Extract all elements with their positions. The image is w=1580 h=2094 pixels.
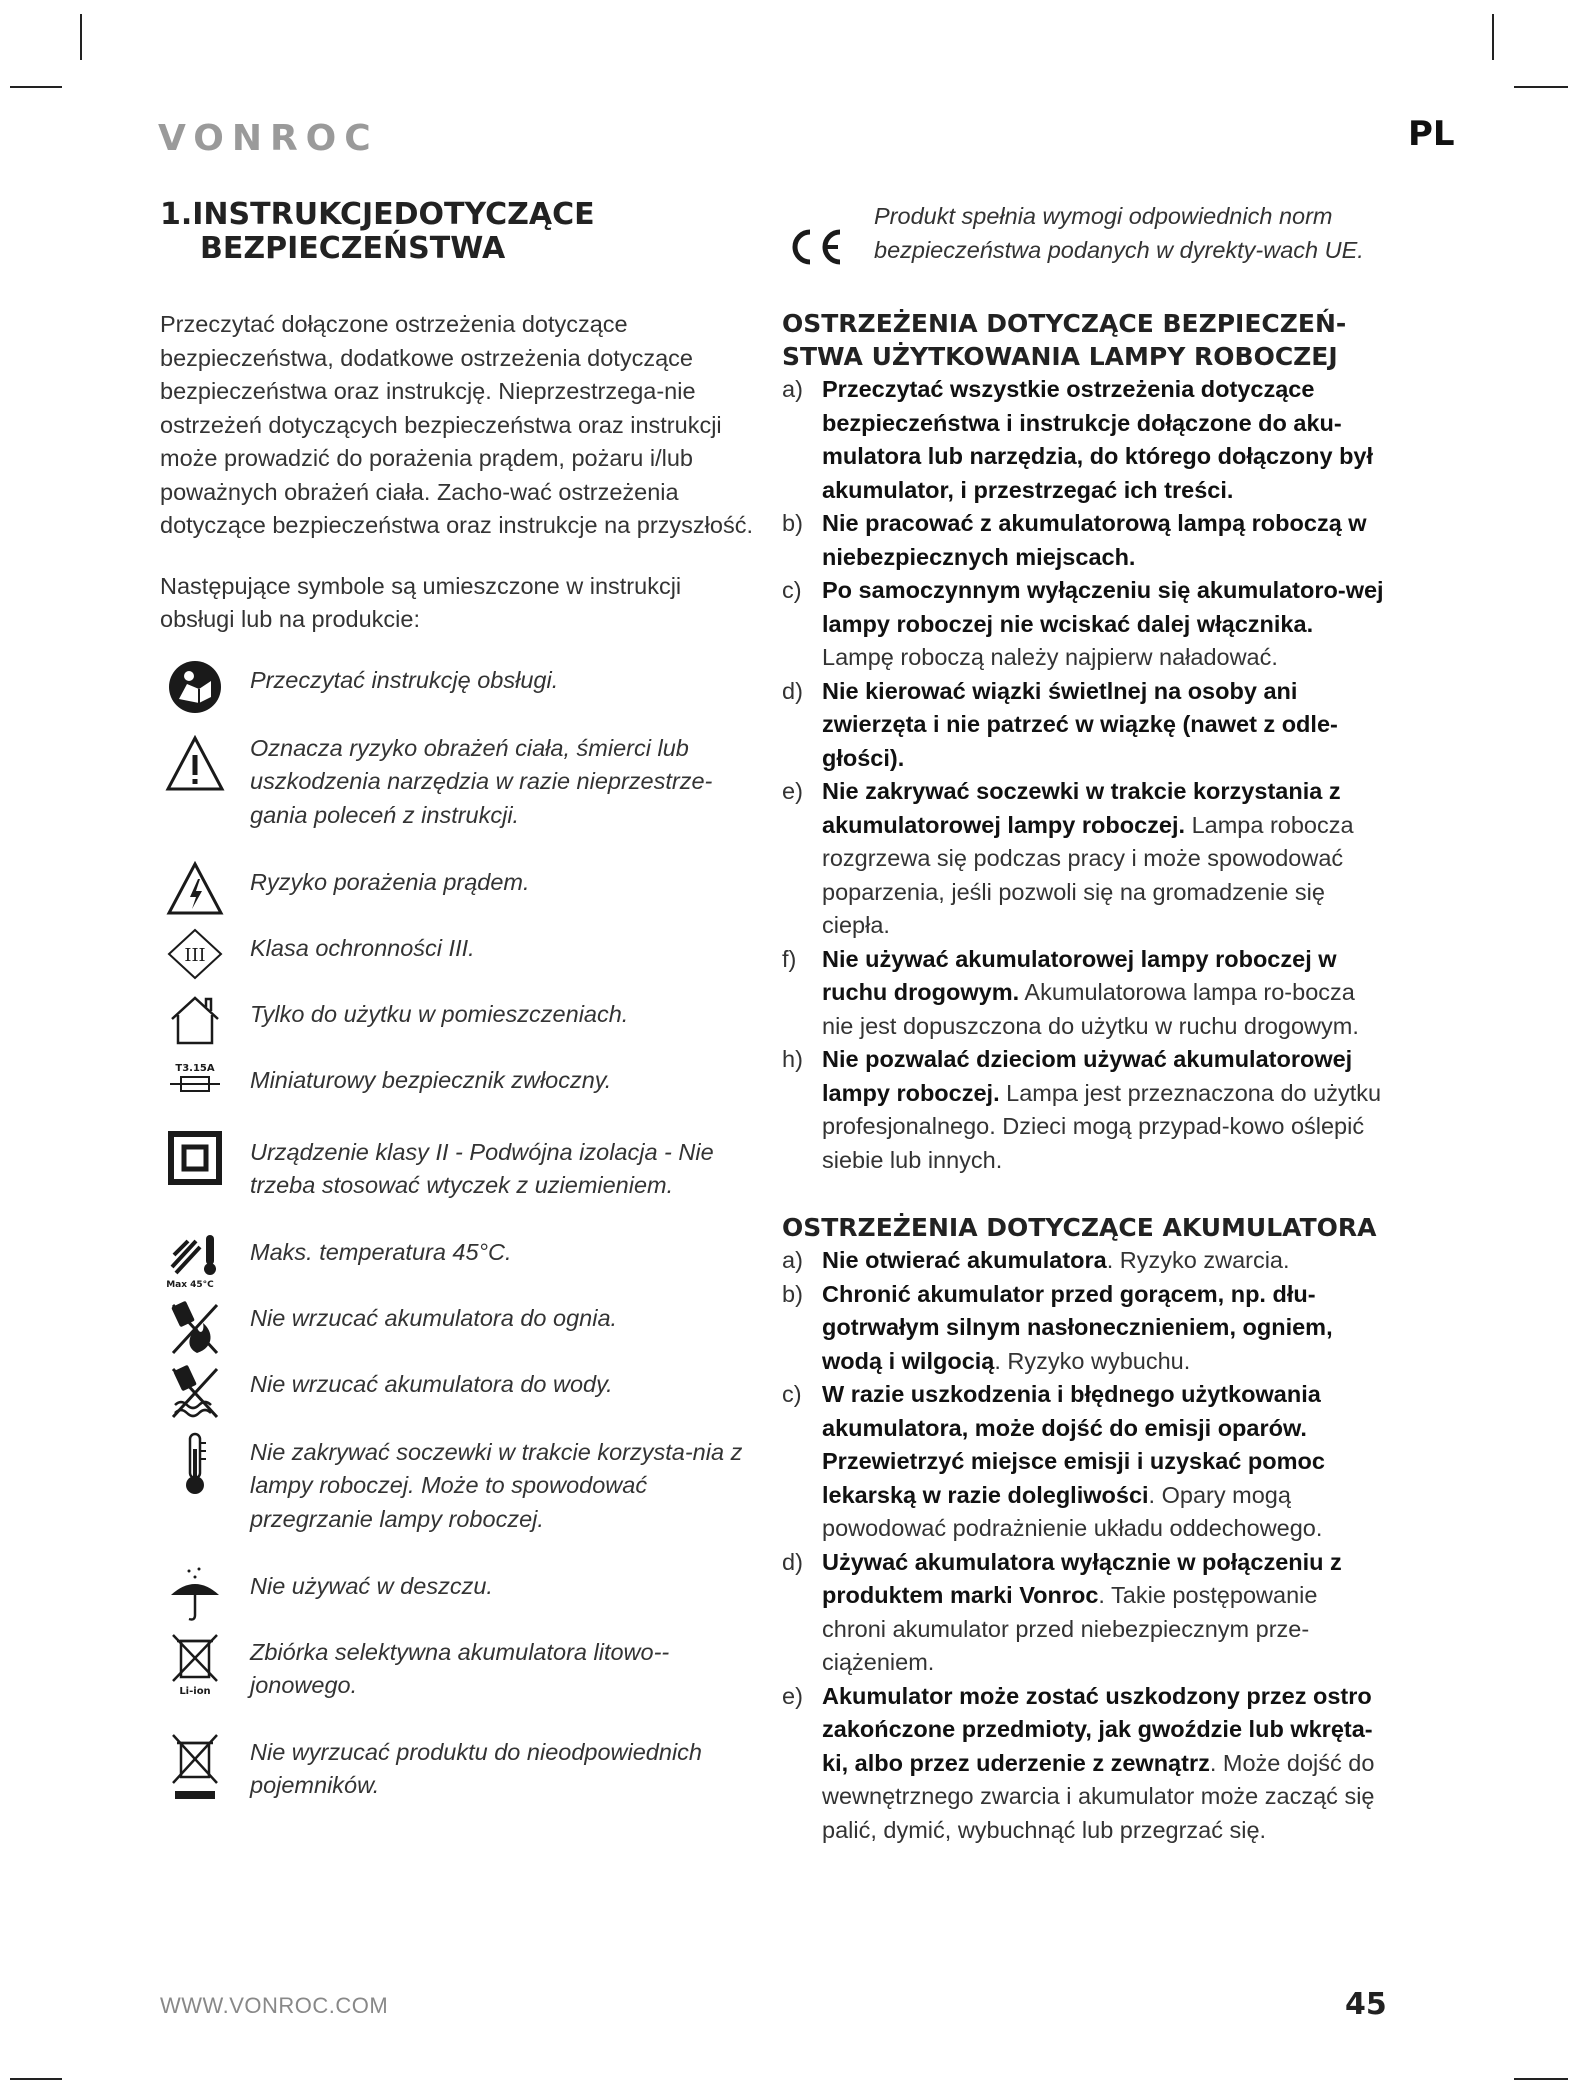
symbol-row (160, 861, 760, 927)
symbol-list (160, 659, 760, 1831)
ce-text: Produkt spełnia wymogi odpowiednich norm bezpieczeństwa podanych w dyrekty-wach UE. (874, 203, 1364, 263)
symbol-row (160, 1431, 760, 1565)
right-column (782, 200, 1387, 1847)
symbols-intro: Następujące symbole są umieszczone w instrukcji obsługi lub na produkcie: (160, 572, 682, 632)
symbol-text: Nie wyrzucać produktu do nieodpowiednich pojemników. (250, 1738, 702, 1798)
double-insulation-icon (168, 1131, 222, 1185)
crop-mark (80, 14, 82, 60)
symbol-text: Oznacza ryzyko obrażeń ciała, śmierci lub uszkodzenia narzędzia w razie nieprzestrze-gania poleceń z instrukcji. (250, 734, 713, 828)
lamp-heading-line2: STWA UŻYTKOWANIA LAMPY ROBOCZEJ (782, 342, 1338, 371)
symbol-row (160, 1363, 760, 1429)
symbol-row (160, 1059, 760, 1125)
crop-mark (1514, 86, 1568, 88)
brand-logo: VONROC (158, 118, 379, 159)
max-temperature-icon (166, 1231, 224, 1289)
symbol-text: Ryzyko porażenia prądem. (250, 868, 530, 895)
crop-mark (1514, 2078, 1568, 2080)
symbol-text: Maks. temperatura 45°C. (250, 1238, 512, 1265)
symbol-row (160, 1631, 760, 1731)
symbol-text: Zbiórka selektywna akumulatora litowo--jonowego. (250, 1638, 670, 1698)
svg-text:III: III (184, 944, 206, 966)
list-item: b) Chronić akumulator przed gorącem, np. dłu-gotrwałym silnym nasłonecznieniem, ogniem, wodą i wilgocią. Ryzyko wybuchu. (782, 1280, 1333, 1374)
symbol-text: Nie używać w deszczu. (250, 1572, 493, 1599)
symbol-text: Przeczytać instrukcję obsługi. (250, 666, 559, 693)
page-number: 45 (1345, 1987, 1387, 2022)
list-item: e) Nie zakrywać soczewki w trakcie korzystania z akumulatorowej lampy roboczej. Lampa robocza rozgrzewa się podczas pracy i może spowodować poparzenia, jeśli pozwoli się na gromadzenie się ciepła. (782, 778, 1354, 938)
ce-statement (782, 200, 1387, 271)
section-title (160, 198, 760, 266)
symbol-row (160, 1565, 760, 1631)
symbol-row (160, 659, 760, 723)
lamp-heading-line1: OSTRZEŻENIA DOTYCZĄCE BEZPIECZEŃ- (782, 309, 1347, 338)
list-item: a) Nie otwierać akumulatora. Ryzyko zwarcia. (782, 1247, 1290, 1273)
lamp-warning-list (782, 373, 1387, 1177)
indoor-use-icon (166, 993, 224, 1047)
list-item: b) Nie pracować z akumulatorową lampą roboczą w niebezpiecznych miejscach. (782, 510, 1367, 570)
protection-class-iii-icon (166, 927, 224, 981)
section-title-line2: BEZPIECZEŃSTWA (200, 231, 506, 266)
li-ion-label: Li-ion (179, 1685, 211, 1697)
list-item: e) Akumulator może zostać uszkodzony przez ostro zakończone przedmioty, jak gwoździe lub wkręta-ki, albo przez uderzenie z zewnątrz. Może dojść do wewnętrznego zwarcia i akumulator może zacząć się palić, dymić, wybuchnąć lub przegrzać się. (782, 1682, 1375, 1843)
symbol-text: Nie zakrywać soczewki w trakcie korzysta-nia z lampy roboczej. Może to spowodować przegrzanie lampy roboczej. (250, 1438, 743, 1532)
fuse-icon (166, 1059, 224, 1099)
warning-triangle-icon (165, 735, 225, 793)
crop-mark (1492, 14, 1494, 60)
symbol-row (160, 1731, 760, 1831)
footer-url[interactable]: WWW.VONROC.COM (160, 1993, 389, 2018)
list-item: d) Nie kierować wiązki świetlnej na osoby ani zwierzęta i nie patrzeć w wiązkę (nawet z odle-głości). (782, 677, 1338, 771)
symbol-row (160, 1297, 760, 1363)
symbol-row (160, 1231, 760, 1297)
symbol-text: Klasa ochronności III. (250, 934, 475, 961)
list-item: a) Przeczytać wszystkie ostrzeżenia dotyczące bezpieczeństwa i instrukcje dołączone do aku-mulatora lub narzędzia, do którego dołączony był akumulator, i przestrzegać ich treści. (782, 376, 1374, 503)
list-item: c) Po samoczynnym wyłączeniu się akumulatoro-wej lampy roboczej nie wciskać dalej włącznika. Lampę roboczą należy najpierw naładować. (782, 577, 1384, 670)
no-rain-icon (167, 1565, 223, 1623)
ce-mark-icon (782, 228, 844, 266)
symbol-text: Nie wrzucać akumulatora do wody. (250, 1370, 613, 1397)
crop-mark (10, 2078, 62, 2080)
symbol-text: Miniaturowy bezpiecznik zwłoczny. (250, 1066, 612, 1093)
no-water-icon (167, 1363, 223, 1421)
list-item: d) Używać akumulatora wyłącznie w połączeniu z produktem marki Vonroc. Takie postępowanie chroni akumulator przed niebezpiecznym prze-ciążeniem. (782, 1548, 1342, 1675)
symbol-row (160, 1131, 760, 1231)
list-item: h) Nie pozwalać dzieciom używać akumulatorowej lampy roboczej. Lampa jest przeznaczona do użytku profesjonalnego. Dzieci mogą przypad-kowo oślepić siebie lub innych. (782, 1046, 1382, 1173)
left-column (160, 198, 760, 1831)
no-fire-icon (167, 1297, 223, 1357)
section-title-line1: 1.INSTRUKCJEDOTYCZĄCE (160, 197, 595, 232)
fuse-label: T3.15A (175, 1062, 215, 1074)
symbol-text: Urządzenie klasy II - Podwójna izolacja - Nie trzeba stosować wtyczek z uziemieniem. (250, 1138, 714, 1198)
symbol-text: Tylko do użytku w pomieszczeniach. (250, 1000, 629, 1027)
li-ion-recycling-icon (167, 1631, 223, 1697)
battery-warning-list (782, 1244, 1387, 1847)
symbol-row (160, 727, 760, 861)
symbol-row (160, 993, 760, 1059)
crop-mark (10, 86, 62, 88)
thermometer-icon (175, 1431, 215, 1497)
battery-safety-heading: OSTRZEŻENIA DOTYCZĄCE AKUMULATORA (782, 1213, 1377, 1242)
list-item: c) W razie uszkodzenia i błędnego użytkowania akumulatora, może dojść do emisji oparów. Przewietrzyć miejsce emisji i uzyskać pomoc lekarską w razie dolegliwości. Opary mogą powodować podrażnienie układu oddechowego. (782, 1381, 1325, 1541)
intro-paragraph: Przeczytać dołączone ostrzeżenia dotyczące bezpieczeństwa, dodatkowe ostrzeżenia dotyczące bezpieczeństwa oraz instrukcję. Nieprzestrzega-nie ostrzeżeń dotyczących bezpieczeństwa oraz instrukcji może prowadzić do porażenia prądem, pożaru i/lub poważnych obrażeń ciała. Zacho-wać ostrzeżenia dotyczące bezpieczeństwa oraz instrukcje na przyszłość. (160, 311, 753, 538)
list-item: f) Nie używać akumulatorowej lampy roboczej w ruchu drogowym. Akumulatorowa lampa ro-bocza nie jest dopuszczona do użytku w ruchu drogowym. (782, 945, 1359, 1039)
weee-bin-icon (167, 1731, 223, 1801)
electric-shock-icon (166, 861, 224, 917)
read-manual-icon (167, 659, 223, 715)
language-code: PL (1408, 114, 1455, 154)
max-temp-label: Max 45°C (166, 1279, 214, 1289)
symbol-row (160, 927, 760, 993)
symbol-text: Nie wrzucać akumulatora do ognia. (250, 1304, 618, 1331)
lamp-safety-heading (782, 307, 1387, 373)
